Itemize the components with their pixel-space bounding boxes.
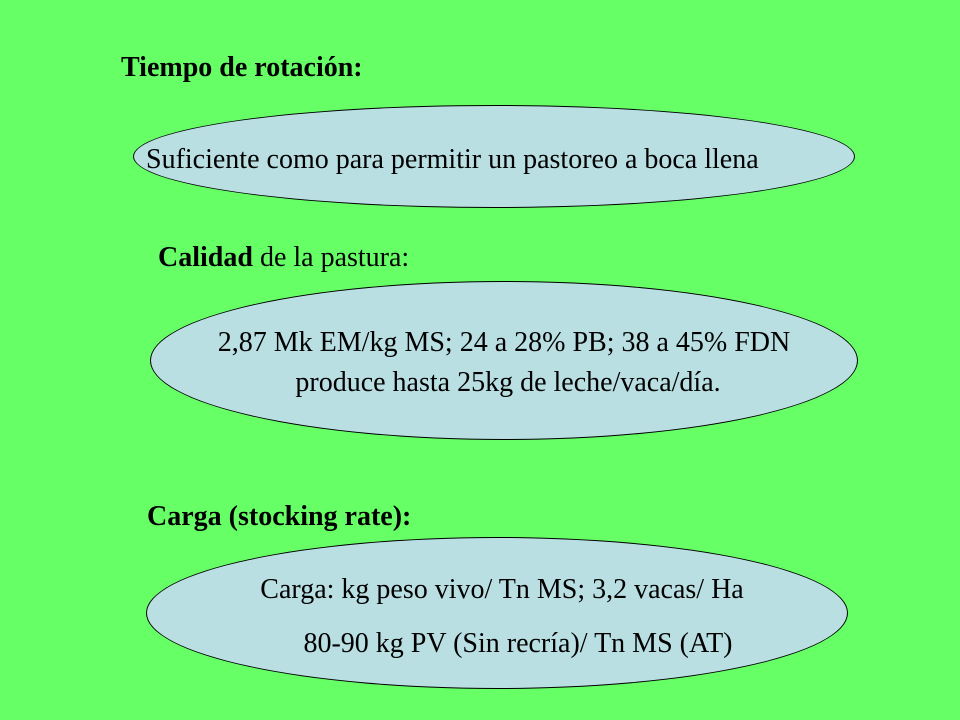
quality-line-2: produce hasta 25kg de leche/vaca/día.	[295, 367, 721, 398]
rotation-time-heading: Tiempo de rotación:	[121, 52, 363, 83]
stocking-rate-line-1: Carga: kg peso vivo/ Tn MS; 3,2 vacas/ Ha	[260, 574, 744, 605]
quality-line-1: 2,87 Mk EM/kg MS; 24 a 28% PB; 38 a 45% FDN	[217, 327, 791, 358]
stocking-rate-line-2: 80-90 kg PV (Sin recría)/ Tn MS (AT)	[303, 628, 733, 659]
quality-heading-bold: Calidad	[158, 242, 253, 273]
stocking-rate-ellipse	[146, 537, 848, 689]
quality-ellipse	[150, 281, 858, 440]
quality-heading	[158, 244, 409, 272]
stocking-rate-heading: Carga (stocking rate):	[147, 501, 412, 532]
rotation-time-text: Suficiente como para permitir un pastoreo a boca llena	[146, 144, 759, 175]
quality-heading-rest: de la pastura:	[252, 242, 410, 273]
